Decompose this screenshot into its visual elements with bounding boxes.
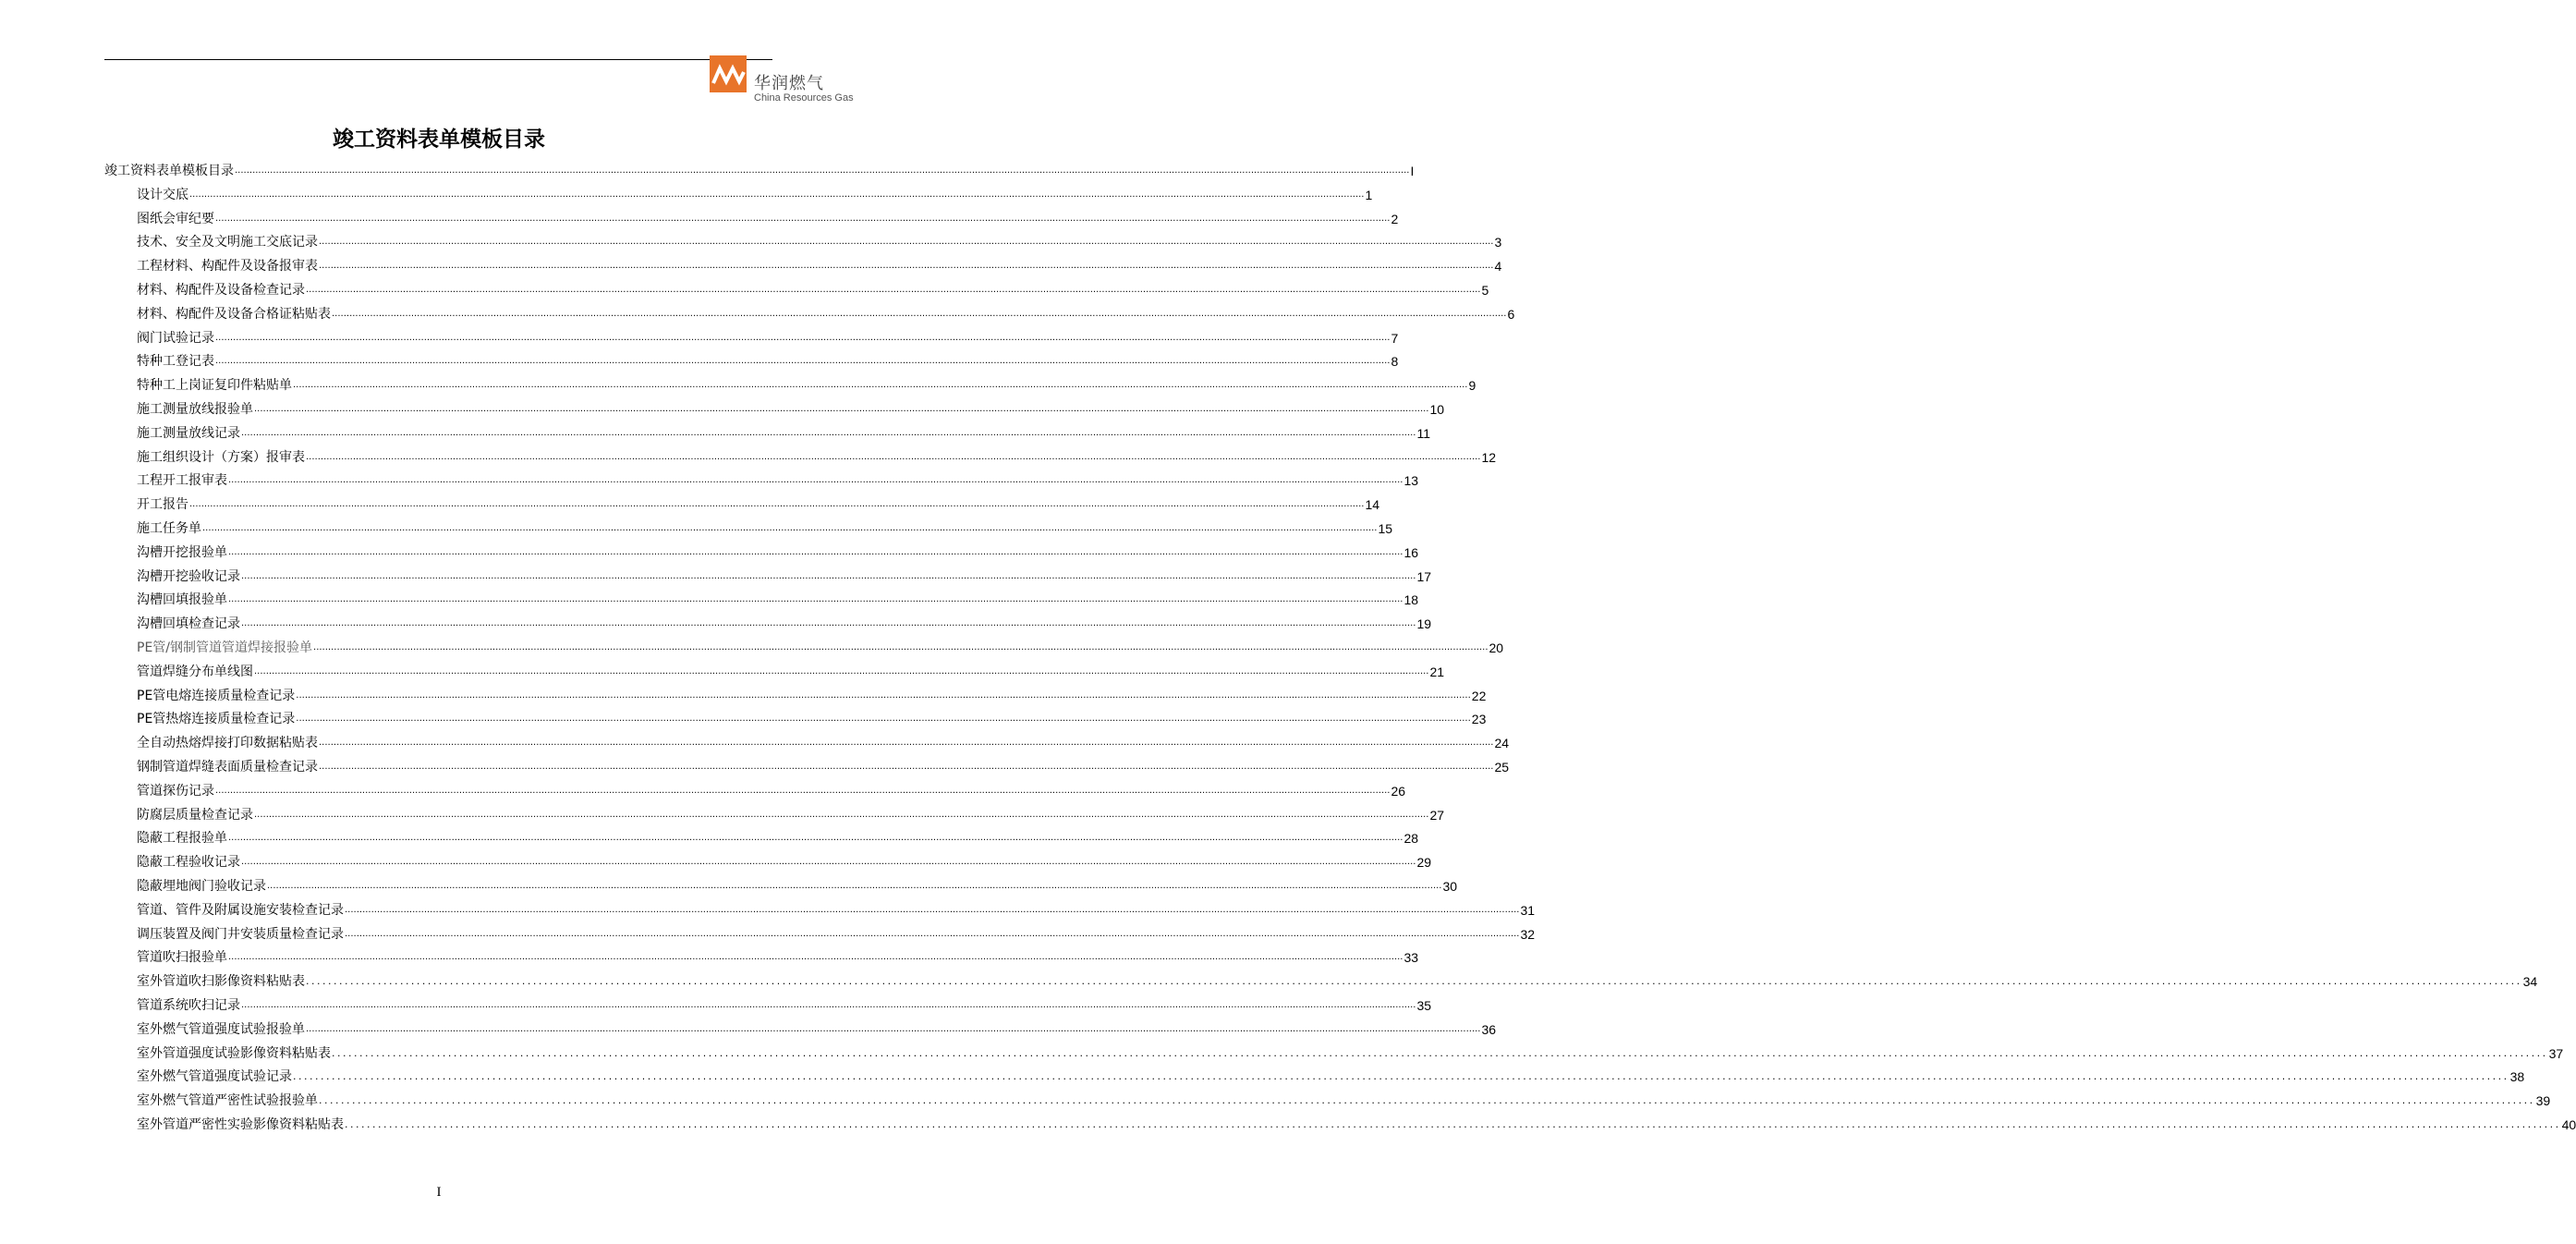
toc-dot-leader: ................................................................................................................................................................................................................................................................................................................................................................................................................ bbox=[319, 261, 1494, 271]
toc-dot-leader: ................................................................................................................................................................................................................................................................................................................................................................................................................ bbox=[306, 452, 1481, 462]
toc-entry-page: 12 bbox=[1481, 450, 1497, 465]
toc-entry-label: 阀门试验记录 bbox=[137, 331, 214, 346]
toc-entry[interactable] bbox=[137, 947, 1419, 966]
toc-entry-page: 18 bbox=[1403, 592, 1419, 607]
logo-english-name: China Resources Gas bbox=[754, 92, 854, 104]
toc-dot-leader: ................................................................................................................................................................................................................................................................................................................................................................................................................ bbox=[215, 333, 1391, 343]
toc-dot-leader: ................................................................................................................................................................................................................................................................................................................................................................................................................ bbox=[345, 929, 1520, 939]
toc-entry-page: 23 bbox=[1471, 712, 1487, 726]
toc-entry[interactable] bbox=[137, 494, 1380, 513]
toc-entry-label: 沟槽开挖报验单 bbox=[137, 545, 227, 560]
toc-dot-leader: ................................................................................................................................................................................................................................................................................................................................................................................................................ bbox=[215, 356, 1391, 366]
toc-dot-leader: ................................................................................................................................................................................................................................................................................................................................................................................................................ bbox=[306, 975, 2522, 987]
toc-entry-label: 管道、管件及附属设施安装检查记录 bbox=[137, 903, 344, 918]
toc-entry[interactable] bbox=[137, 351, 1399, 370]
toc-entry-label: 施工测量放线报验单 bbox=[137, 402, 253, 417]
toc-entry[interactable] bbox=[137, 995, 1432, 1014]
toc-entry-page: 17 bbox=[1416, 569, 1432, 584]
toc-entry[interactable] bbox=[137, 1067, 2525, 1085]
toc-entry[interactable] bbox=[137, 614, 1432, 632]
toc-entry[interactable] bbox=[137, 900, 1536, 919]
toc-entry-page: 10 bbox=[1429, 402, 1445, 417]
toc-dot-leader: ................................................................................................................................................................................................................................................................................................................................................................................................................ bbox=[319, 738, 1494, 748]
toc-entry-page: 11 bbox=[1416, 426, 1431, 441]
toc-entry-label: 管道焊缝分布单线图 bbox=[137, 665, 253, 679]
toc-entry[interactable] bbox=[104, 161, 1415, 179]
header-rule bbox=[104, 59, 772, 60]
toc-entry-label: PE管电熔连接质量检查记录 bbox=[137, 689, 296, 703]
document-title: 竣工资料表单模板目录 bbox=[333, 128, 545, 152]
toc-entry-label: 室外管道吹扫影像资料粘贴表 bbox=[137, 974, 305, 989]
toc-entry-page: 6 bbox=[1507, 307, 1515, 322]
toc-dot-leader: ................................................................................................................................................................................................................................................................................................................................................................................................................ bbox=[319, 1094, 2535, 1106]
toc-entry-page: 37 bbox=[2548, 1046, 2564, 1061]
toc-entry-page: 3 bbox=[1494, 235, 1502, 250]
toc-entry-page: 33 bbox=[1403, 950, 1419, 965]
toc-dot-leader: ................................................................................................................................................................................................................................................................................................................................................................................................................ bbox=[215, 213, 1391, 224]
toc-entry[interactable] bbox=[137, 828, 1419, 847]
toc-dot-leader: ................................................................................................................................................................................................................................................................................................................................................................................................................ bbox=[267, 881, 1442, 891]
toc-entry[interactable] bbox=[137, 185, 1373, 203]
toc-entry[interactable] bbox=[137, 423, 1431, 442]
toc-entry-page: 35 bbox=[1416, 998, 1432, 1013]
toc-entry[interactable] bbox=[137, 876, 1458, 895]
toc-dot-leader: ................................................................................................................................................................................................................................................................................................................................................................................................................ bbox=[228, 833, 1403, 843]
toc-entry-page: 32 bbox=[1520, 927, 1536, 942]
toc-entry-label: 工程材料、构配件及设备报审表 bbox=[137, 259, 318, 274]
toc-dot-leader: ................................................................................................................................................................................................................................................................................................................................................................................................................ bbox=[228, 547, 1403, 557]
toc-dot-leader: ................................................................................................................................................................................................................................................................................................................................................................................................................ bbox=[345, 905, 1520, 915]
toc-dot-leader: ................................................................................................................................................................................................................................................................................................................................................................................................................ bbox=[296, 713, 1471, 724]
toc-entry-page: 19 bbox=[1416, 616, 1432, 631]
toc-entry-label: 隐蔽埋地阀门验收记录 bbox=[137, 879, 266, 894]
toc-dot-leader: ................................................................................................................................................................................................................................................................................................................................................................................................................ bbox=[254, 810, 1429, 820]
toc-dot-leader: ................................................................................................................................................................................................................................................................................................................................................................................................................ bbox=[189, 189, 1365, 200]
toc-dot-leader: ................................................................................................................................................................................................................................................................................................................................................................................................................ bbox=[189, 499, 1365, 509]
toc-entry-label: 钢制管道焊缝表面质量检查记录 bbox=[137, 760, 318, 774]
toc-dot-leader: ................................................................................................................................................................................................................................................................................................................................................................................................................ bbox=[332, 309, 1507, 319]
toc-entry-label: 室外燃气管道严密性试验报验单 bbox=[137, 1093, 318, 1108]
toc-entry[interactable] bbox=[137, 328, 1399, 347]
toc-entry-label: 沟槽开挖验收记录 bbox=[137, 569, 240, 584]
toc-entry-label: 全自动热熔焊接打印数据粘贴表 bbox=[137, 736, 318, 750]
toc-entry[interactable] bbox=[137, 375, 1476, 394]
toc-entry[interactable] bbox=[137, 781, 1406, 799]
toc-entry[interactable] bbox=[137, 567, 1432, 585]
toc-entry-page: 27 bbox=[1429, 808, 1445, 823]
toc-dot-leader: ................................................................................................................................................................................................................................................................................................................................................................................................................ bbox=[306, 1024, 1481, 1034]
toc-entry-page: I bbox=[1410, 164, 1415, 178]
toc-entry-page: 31 bbox=[1520, 903, 1536, 918]
toc-dot-leader: ................................................................................................................................................................................................................................................................................................................................................................................................................ bbox=[296, 690, 1471, 701]
toc-entry[interactable] bbox=[137, 543, 1419, 561]
toc-entry-label: 施工测量放线记录 bbox=[137, 426, 240, 441]
toc-entry-label: 管道吹扫报验单 bbox=[137, 950, 227, 965]
toc-entry-label: 沟槽回填检查记录 bbox=[137, 616, 240, 631]
toc-entry-page: 30 bbox=[1442, 879, 1458, 894]
toc-dot-leader: ................................................................................................................................................................................................................................................................................................................................................................................................................ bbox=[319, 762, 1494, 772]
toc-entry[interactable] bbox=[137, 852, 1432, 871]
toc-entry-page: 29 bbox=[1416, 855, 1432, 870]
toc-entry[interactable] bbox=[137, 447, 1497, 466]
toc-dot-leader: ................................................................................................................................................................................................................................................................................................................................................................................................................ bbox=[345, 1118, 2561, 1130]
toc-entry[interactable] bbox=[137, 280, 1489, 299]
toc-entry[interactable] bbox=[137, 733, 1510, 751]
toc-entry-page: 25 bbox=[1494, 760, 1510, 774]
toc-entry-page: 15 bbox=[1378, 521, 1393, 536]
toc-entry[interactable] bbox=[137, 924, 1536, 943]
toc-entry-label: PE管/钢制管道管道焊接报验单 bbox=[137, 640, 313, 655]
toc-entry-page: 4 bbox=[1494, 259, 1502, 274]
toc-dot-leader: ................................................................................................................................................................................................................................................................................................................................................................................................................ bbox=[241, 1000, 1416, 1010]
toc-entry-label: 室外管道严密性实验影像资料粘贴表 bbox=[137, 1117, 344, 1132]
toc-entry-page: 14 bbox=[1365, 497, 1380, 512]
toc-entry[interactable] bbox=[137, 232, 1502, 250]
toc-entry[interactable] bbox=[137, 662, 1445, 680]
toc-entry[interactable] bbox=[137, 805, 1445, 823]
toc-dot-leader: ................................................................................................................................................................................................................................................................................................................................................................................................................ bbox=[241, 618, 1416, 628]
toc-entry-page: 39 bbox=[2535, 1093, 2551, 1108]
toc-entry-page: 9 bbox=[1468, 378, 1476, 393]
toc-entry-label: 施工任务单 bbox=[137, 521, 201, 536]
toc-entry[interactable] bbox=[137, 256, 1502, 274]
toc-entry-page: 1 bbox=[1365, 188, 1373, 202]
toc-entry-page: 16 bbox=[1403, 545, 1419, 560]
toc-entry[interactable] bbox=[137, 686, 1487, 704]
china-resources-logo-icon bbox=[710, 55, 747, 92]
toc-entry-page: 22 bbox=[1471, 689, 1487, 703]
toc-entry[interactable] bbox=[137, 757, 1510, 775]
toc-entry-label: 室外管道强度试验影像资料粘贴表 bbox=[137, 1046, 331, 1061]
toc-dot-leader: ................................................................................................................................................................................................................................................................................................................................................................................................................ bbox=[228, 475, 1403, 485]
toc-entry[interactable] bbox=[137, 590, 1419, 608]
toc-entry[interactable] bbox=[137, 1019, 1497, 1038]
toc-dot-leader: ................................................................................................................................................................................................................................................................................................................................................................................................................ bbox=[202, 523, 1378, 533]
toc-entry[interactable] bbox=[137, 209, 1399, 227]
toc-entry[interactable] bbox=[137, 1115, 2576, 1133]
toc-entry-label: 竣工资料表单模板目录 bbox=[104, 164, 234, 178]
toc-entry-label: 施工组织设计（方案）报审表 bbox=[137, 450, 305, 465]
toc-dot-leader: ................................................................................................................................................................................................................................................................................................................................................................................................................ bbox=[241, 857, 1416, 867]
toc-entry-page: 24 bbox=[1494, 736, 1510, 750]
toc-dot-leader: ................................................................................................................................................................................................................................................................................................................................................................................................................ bbox=[306, 285, 1481, 295]
toc-entry-page: 7 bbox=[1391, 331, 1399, 346]
toc-dot-leader: ................................................................................................................................................................................................................................................................................................................................................................................................................ bbox=[254, 404, 1429, 414]
toc-entry[interactable] bbox=[137, 399, 1445, 418]
toc-entry[interactable] bbox=[137, 709, 1487, 727]
toc-entry-label: 特种工上岗证复印件粘贴单 bbox=[137, 378, 292, 393]
toc-entry-label: PE管热熔连接质量检查记录 bbox=[137, 712, 296, 726]
toc-entry[interactable] bbox=[137, 638, 1504, 656]
toc-dot-leader: ................................................................................................................................................................................................................................................................................................................................................................................................................ bbox=[228, 594, 1403, 604]
toc-entry-label: 设计交底 bbox=[137, 188, 188, 202]
toc-entry-label: 图纸会审纪要 bbox=[137, 212, 214, 226]
toc-entry-label: 调压装置及阀门井安装质量检查记录 bbox=[137, 927, 344, 942]
toc-entry-label: 隐蔽工程报验单 bbox=[137, 831, 227, 846]
toc-dot-leader: ................................................................................................................................................................................................................................................................................................................................................................................................................ bbox=[241, 571, 1416, 581]
toc-entry-page: 38 bbox=[2509, 1069, 2525, 1084]
toc-entry-page: 28 bbox=[1403, 831, 1419, 846]
toc-entry-page: 20 bbox=[1488, 640, 1504, 655]
toc-dot-leader: ................................................................................................................................................................................................................................................................................................................................................................................................................ bbox=[313, 642, 1488, 652]
toc-entry-label: 室外燃气管道强度试验报验单 bbox=[137, 1022, 305, 1037]
toc-entry-label: 开工报告 bbox=[137, 497, 188, 512]
toc-entry-page: 26 bbox=[1391, 784, 1406, 799]
toc-entry-page: 5 bbox=[1481, 283, 1489, 298]
toc-entry[interactable] bbox=[137, 304, 1515, 323]
toc-entry-label: 防腐层质量检查记录 bbox=[137, 808, 253, 823]
toc-entry[interactable] bbox=[137, 1043, 2564, 1062]
toc-dot-leader: ................................................................................................................................................................................................................................................................................................................................................................................................................ bbox=[254, 666, 1429, 677]
toc-entry-label: 管道系统吹扫记录 bbox=[137, 998, 240, 1013]
toc-dot-leader: ................................................................................................................................................................................................................................................................................................................................................................................................................ bbox=[293, 1070, 2509, 1082]
toc-entry-page: 8 bbox=[1391, 354, 1399, 369]
toc-entry-page: 2 bbox=[1391, 212, 1399, 226]
toc-entry-label: 沟槽回填报验单 bbox=[137, 592, 227, 607]
toc-entry[interactable] bbox=[137, 518, 1393, 537]
toc-entry-page: 36 bbox=[1481, 1022, 1497, 1037]
toc-entry-label: 管道探伤记录 bbox=[137, 784, 214, 799]
toc-entry[interactable] bbox=[137, 971, 2538, 990]
toc-dot-leader: ................................................................................................................................................................................................................................................................................................................................................................................................................ bbox=[332, 1047, 2548, 1059]
toc-entry[interactable] bbox=[137, 1091, 2551, 1109]
toc-entry[interactable] bbox=[137, 470, 1419, 489]
toc-dot-leader: ................................................................................................................................................................................................................................................................................................................................................................................................................ bbox=[235, 165, 1410, 176]
toc-entry-label: 室外燃气管道强度试验记录 bbox=[137, 1069, 292, 1084]
toc-entry-label: 材料、构配件及设备合格证粘贴表 bbox=[137, 307, 331, 322]
toc-entry-page: 40 bbox=[2561, 1117, 2576, 1132]
toc-dot-leader: ................................................................................................................................................................................................................................................................................................................................................................................................................ bbox=[241, 428, 1416, 438]
page-number: I bbox=[436, 1185, 442, 1200]
toc-entry-label: 特种工登记表 bbox=[137, 354, 214, 369]
toc-dot-leader: ................................................................................................................................................................................................................................................................................................................................................................................................................ bbox=[319, 237, 1494, 247]
toc-entry-label: 隐蔽工程验收记录 bbox=[137, 855, 240, 870]
toc-entry-page: 13 bbox=[1403, 473, 1419, 488]
toc-entry-label: 材料、构配件及设备检查记录 bbox=[137, 283, 305, 298]
toc-entry-page: 21 bbox=[1429, 665, 1445, 679]
logo-chinese-name: 华润燃气 bbox=[754, 74, 824, 93]
company-logo bbox=[710, 55, 867, 111]
toc-entry-label: 工程开工报审表 bbox=[137, 473, 227, 488]
toc-dot-leader: ................................................................................................................................................................................................................................................................................................................................................................................................................ bbox=[215, 786, 1391, 796]
toc-entry-page: 34 bbox=[2522, 974, 2538, 989]
toc-dot-leader: ................................................................................................................................................................................................................................................................................................................................................................................................................ bbox=[293, 380, 1468, 390]
toc-dot-leader: ................................................................................................................................................................................................................................................................................................................................................................................................................ bbox=[228, 952, 1403, 962]
toc-entry-label: 技术、安全及文明施工交底记录 bbox=[137, 235, 318, 250]
